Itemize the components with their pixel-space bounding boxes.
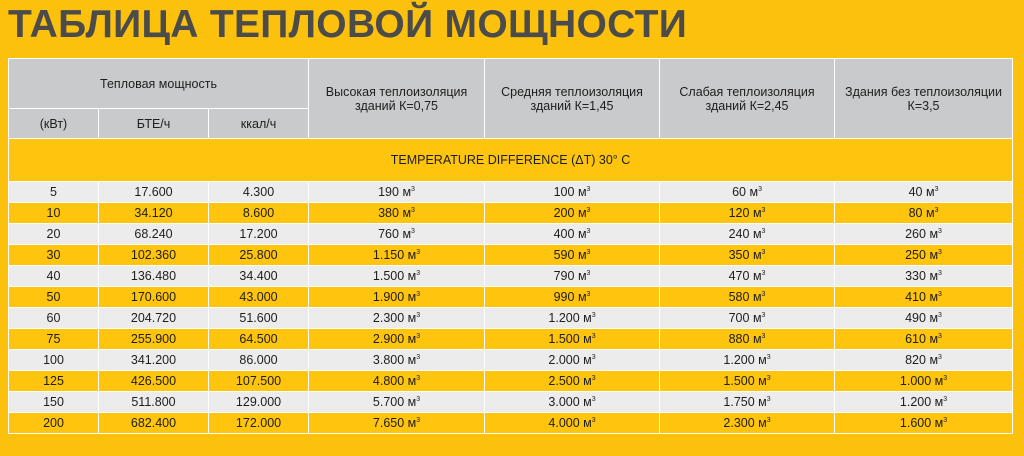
volume-unit-exponent: 3 [938,248,942,256]
volume-value: 820 [905,353,926,367]
cell-medium [485,203,660,224]
cell-kcal: 25.800 [209,245,309,266]
volume-value: 250 [905,248,926,262]
cell-kcal: 129.000 [209,392,309,413]
volume-value: 80 [908,206,923,220]
volume-unit-exponent: 3 [591,416,596,424]
cell-weak [660,203,835,224]
volume-unit: м [402,227,412,241]
volume-unit-exponent: 3 [938,227,942,235]
volume-unit: м [577,185,587,199]
cell-none [835,350,1013,371]
cell-kw: 40 [9,266,99,287]
volume-unit: м [758,374,767,388]
volume-unit: м [407,353,417,367]
volume-unit-exponent: 3 [766,374,771,382]
volume-unit: м [583,395,592,409]
cell-medium [485,287,660,308]
volume-unit: м [407,416,417,430]
volume-value: 1.200 [899,395,932,409]
cell-weak [660,350,835,371]
cell-weak [660,308,835,329]
volume-unit-exponent: 3 [943,374,948,382]
volume-unit: м [758,416,767,430]
volume-unit: м [929,332,939,346]
volume-unit-exponent: 3 [934,185,939,193]
cell-none [835,371,1013,392]
volume-value: 1.900 [372,290,405,304]
volume-unit: м [752,311,762,325]
table-row [9,371,1013,392]
volume-unit: м [577,227,587,241]
header-high-insulation: Высокая теплоизоляция зданий К=0,75 [309,59,485,139]
volume-value: 100 [553,185,575,199]
volume-unit-exponent: 3 [416,290,421,298]
cell-kw: 50 [9,287,99,308]
volume-value: 2.500 [548,374,580,388]
volume-unit: м [577,206,587,220]
volume-unit-exponent: 3 [766,416,771,424]
volume-value: 400 [553,227,575,241]
table-row [9,182,1013,203]
cell-kw: 125 [9,371,99,392]
volume-unit: м [407,395,417,409]
header-no-insulation: Здания без теплоизоляции К=3,5 [835,59,1013,139]
volume-unit-exponent: 3 [411,206,415,214]
volume-unit: м [583,353,592,367]
cell-kcal: 86.000 [209,350,309,371]
volume-value: 3.800 [372,353,405,367]
cell-kw: 150 [9,392,99,413]
volume-unit-exponent: 3 [934,206,939,214]
cell-weak [660,413,835,434]
volume-value: 60 [732,185,746,199]
volume-unit: м [402,206,412,220]
volume-unit: м [583,416,592,430]
volume-unit: м [752,290,762,304]
cell-kcal: 17.200 [209,224,309,245]
volume-unit-exponent: 3 [586,185,591,193]
cell-weak [660,182,835,203]
cell-weak [660,371,835,392]
volume-value: 330 [905,269,926,283]
cell-weak [660,224,835,245]
cell-high [309,350,485,371]
cell-none [835,182,1013,203]
header-weak-insulation: Слабая теплоизоляция зданий К=2,45 [660,59,835,139]
volume-unit-exponent: 3 [416,311,421,319]
volume-unit: м [934,374,944,388]
volume-unit: м [407,332,417,346]
cell-kcal: 64.500 [209,329,309,350]
volume-unit: м [583,332,592,346]
table-row [9,245,1013,266]
table-row [9,329,1013,350]
cell-kw: 75 [9,329,99,350]
volume-unit-exponent: 3 [416,395,421,403]
volume-unit: м [407,374,417,388]
cell-kw: 30 [9,245,99,266]
cell-medium [485,413,660,434]
cell-high [309,329,485,350]
cell-btu: 17.600 [99,182,209,203]
volume-unit: м [407,311,417,325]
volume-unit-exponent: 3 [416,269,421,277]
cell-high [309,245,485,266]
cell-btu: 102.360 [99,245,209,266]
table-row [9,203,1013,224]
cell-medium [485,392,660,413]
cell-medium [485,371,660,392]
volume-value: 1.600 [899,416,932,430]
volume-value: 1.200 [548,311,580,325]
volume-unit: м [925,206,935,220]
volume-unit-exponent: 3 [761,227,766,235]
volume-unit: м [577,248,587,262]
volume-unit: м [583,374,592,388]
cell-medium [485,350,660,371]
volume-value: 610 [905,332,926,346]
volume-unit-exponent: 3 [761,248,766,256]
volume-unit-exponent: 3 [586,227,591,235]
volume-value: 1.150 [372,248,405,262]
cell-none [835,308,1013,329]
volume-value: 490 [905,311,926,325]
cell-weak [660,392,835,413]
volume-unit-exponent: 3 [591,311,596,319]
volume-unit: м [929,353,939,367]
volume-unit: м [752,332,762,346]
volume-value: 1.500 [548,332,580,346]
volume-unit: м [577,269,587,283]
volume-unit: м [583,311,592,325]
volume-value: 990 [553,290,575,304]
volume-unit-exponent: 3 [766,353,771,361]
volume-unit-exponent: 3 [591,374,596,382]
volume-unit: м [752,269,762,283]
header-btu: БТЕ/ч [99,109,209,139]
volume-value: 40 [908,185,923,199]
header-power-group: Тепловая мощность [9,59,309,109]
volume-unit-exponent: 3 [591,395,596,403]
heat-output-table [8,58,1013,434]
volume-value: 790 [553,269,575,283]
cell-none [835,413,1013,434]
volume-unit: м [929,227,939,241]
cell-kw: 60 [9,308,99,329]
volume-unit-exponent: 3 [938,290,942,298]
volume-unit: м [407,269,417,283]
cell-none [835,224,1013,245]
cell-medium [485,329,660,350]
volume-unit-exponent: 3 [416,374,421,382]
volume-unit-exponent: 3 [766,395,771,403]
cell-btu: 170.600 [99,287,209,308]
volume-unit-exponent: 3 [938,311,942,319]
volume-value: 760 [378,227,399,241]
volume-value: 5.700 [372,395,405,409]
cell-high [309,371,485,392]
volume-unit-exponent: 3 [938,269,942,277]
volume-unit: м [929,290,939,304]
volume-unit-exponent: 3 [586,290,591,298]
cell-high [309,287,485,308]
volume-value: 2.300 [723,416,755,430]
cell-btu: 255.900 [99,329,209,350]
volume-value: 200 [553,206,575,220]
volume-unit: м [758,395,767,409]
header-kcal: ккал/ч [209,109,309,139]
cell-high [309,203,485,224]
cell-kcal: 43.000 [209,287,309,308]
cell-none [835,203,1013,224]
header-kw: (кВт) [9,109,99,139]
volume-unit-exponent: 3 [943,416,948,424]
cell-btu: 682.400 [99,413,209,434]
volume-unit: м [925,185,935,199]
table-row [9,224,1013,245]
volume-value: 580 [728,290,750,304]
temperature-difference-band: TEMPERATURE DIFFERENCE (ΔT) 30° C [9,139,1013,182]
volume-unit-exponent: 3 [591,353,596,361]
volume-unit-exponent: 3 [761,311,766,319]
cell-btu: 204.720 [99,308,209,329]
cell-btu: 426.500 [99,371,209,392]
cell-medium [485,182,660,203]
cell-weak [660,245,835,266]
table-row [9,266,1013,287]
volume-value: 1.500 [372,269,405,283]
cell-kcal: 51.600 [209,308,309,329]
volume-value: 240 [728,227,750,241]
volume-unit-exponent: 3 [761,290,766,298]
volume-unit-exponent: 3 [416,353,421,361]
volume-value: 880 [728,332,750,346]
cell-kcal: 4.300 [209,182,309,203]
cell-btu: 136.480 [99,266,209,287]
volume-unit-exponent: 3 [411,227,415,235]
cell-medium [485,266,660,287]
volume-value: 4.000 [548,416,580,430]
volume-value: 590 [553,248,575,262]
page-title: ТАБЛИЦА ТЕПЛОВОЙ МОЩНОСТИ [8,3,688,46]
table-row [9,287,1013,308]
cell-high [309,308,485,329]
volume-value: 410 [905,290,926,304]
volume-value: 190 [378,185,399,199]
volume-unit-exponent: 3 [411,185,415,193]
volume-unit: м [752,227,762,241]
volume-unit: м [929,269,939,283]
volume-value: 1.000 [899,374,932,388]
cell-btu: 68.240 [99,224,209,245]
volume-unit-exponent: 3 [591,332,596,340]
table-row [9,350,1013,371]
volume-unit: м [749,185,759,199]
volume-unit-exponent: 3 [938,332,942,340]
table-row [9,308,1013,329]
header-medium-insulation: Средняя теплоизоляция зданий К=1,45 [485,59,660,139]
cell-weak [660,266,835,287]
cell-medium [485,245,660,266]
volume-value: 2.900 [372,332,405,346]
volume-value: 700 [728,311,750,325]
volume-unit-exponent: 3 [761,206,766,214]
volume-unit: м [758,353,767,367]
cell-kw: 20 [9,224,99,245]
volume-value: 350 [728,248,750,262]
volume-unit-exponent: 3 [416,416,421,424]
cell-btu: 341.200 [99,350,209,371]
volume-unit-exponent: 3 [943,395,948,403]
volume-unit-exponent: 3 [586,206,591,214]
cell-weak [660,287,835,308]
cell-high [309,392,485,413]
volume-value: 1.200 [723,353,755,367]
cell-high [309,266,485,287]
cell-kcal: 8.600 [209,203,309,224]
volume-unit-exponent: 3 [938,353,942,361]
cell-none [835,392,1013,413]
cell-medium [485,224,660,245]
cell-btu: 34.120 [99,203,209,224]
cell-none [835,266,1013,287]
volume-unit: м [934,416,944,430]
table-row [9,392,1013,413]
cell-medium [485,308,660,329]
volume-value: 1.750 [723,395,755,409]
volume-unit-exponent: 3 [761,269,766,277]
volume-value: 3.000 [548,395,580,409]
volume-value: 260 [905,227,926,241]
volume-unit-exponent: 3 [586,248,591,256]
table-row [9,413,1013,434]
cell-high [309,413,485,434]
cell-high [309,224,485,245]
volume-unit-exponent: 3 [758,185,762,193]
volume-value: 2.300 [372,311,405,325]
volume-unit: м [752,248,762,262]
volume-unit: м [929,311,939,325]
cell-none [835,329,1013,350]
cell-kcal: 107.500 [209,371,309,392]
volume-value: 470 [728,269,750,283]
cell-kcal: 172.000 [209,413,309,434]
volume-unit: м [407,248,417,262]
cell-high [309,182,485,203]
volume-unit-exponent: 3 [586,269,591,277]
volume-value: 4.800 [372,374,405,388]
volume-unit: м [402,185,412,199]
cell-kw: 200 [9,413,99,434]
volume-unit: м [929,248,939,262]
volume-value: 380 [378,206,399,220]
volume-unit: м [407,290,417,304]
cell-kcal: 34.400 [209,266,309,287]
volume-unit-exponent: 3 [761,332,766,340]
volume-value: 2.000 [548,353,580,367]
volume-value: 120 [728,206,750,220]
volume-value: 1.500 [723,374,755,388]
cell-weak [660,329,835,350]
cell-kw: 5 [9,182,99,203]
volume-unit: м [934,395,944,409]
cell-btu: 511.800 [99,392,209,413]
cell-none [835,287,1013,308]
volume-unit-exponent: 3 [416,332,421,340]
volume-unit: м [752,206,762,220]
volume-unit-exponent: 3 [416,248,421,256]
cell-kw: 100 [9,350,99,371]
cell-kw: 10 [9,203,99,224]
volume-unit: м [577,290,587,304]
volume-value: 7.650 [372,416,405,430]
cell-none [835,245,1013,266]
